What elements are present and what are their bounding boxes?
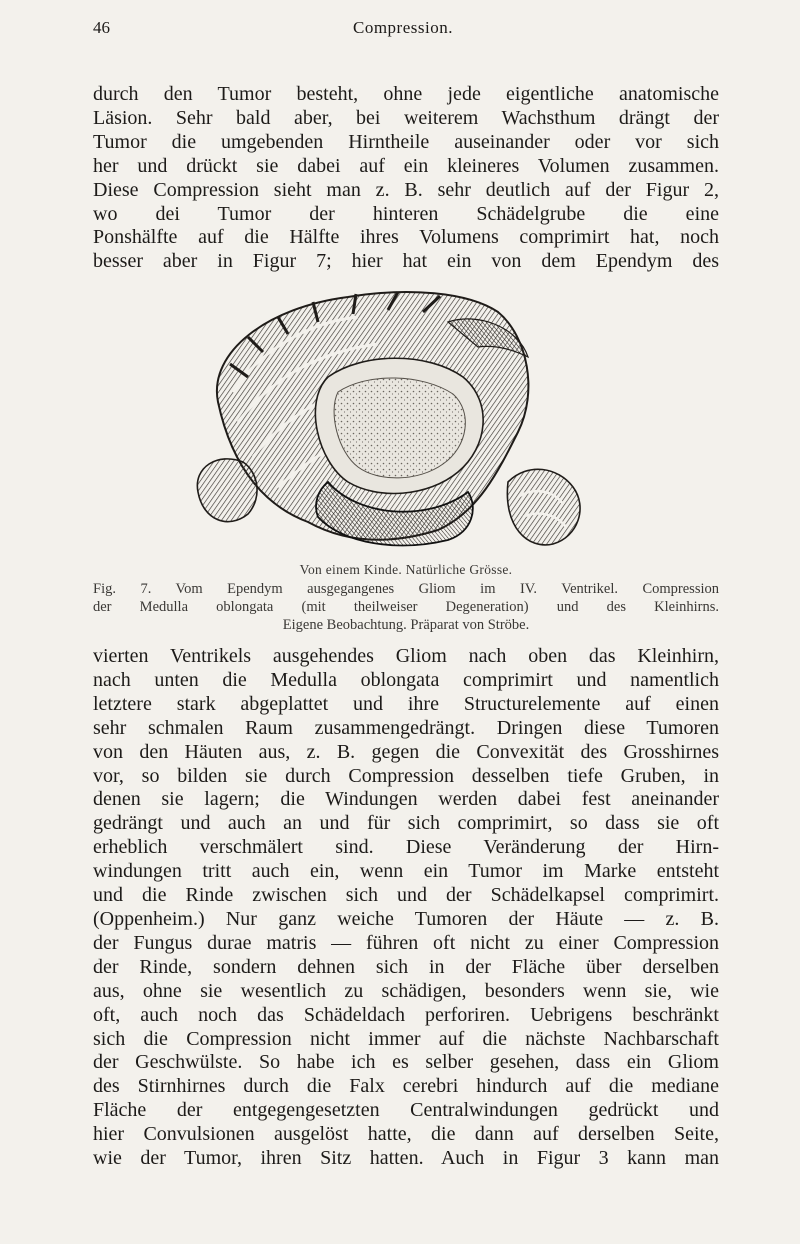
text-line: denen sie lagern; die Windungen werden dabei fest aneinander — [93, 788, 719, 811]
text-line: vor, so bilden sie durch Compression desselben tiefe Gruben, in — [93, 764, 719, 787]
text-line: nach unten die Medulla oblongata comprimirt und namentlich — [93, 668, 719, 691]
text-line: Diese Compression sieht man z. B. sehr deutlich auf der Figur 2, — [93, 178, 719, 201]
text-line: des Stirnhirnes durch die Falx cerebri hindurch auf die mediane — [93, 1075, 719, 1098]
page-number: 46 — [93, 18, 110, 37]
text-line: erheblich verschmälert sind. Diese Veränderung der Hirn- — [93, 836, 719, 859]
text-line: der Rinde, sondern dehnen sich in der Fläche über derselben — [93, 955, 719, 978]
text-line: Ponshälfte auf die Hälfte ihres Volumens comprimirt hat, noch — [93, 226, 719, 249]
caption-line: der Medulla oblongata (mit theilweiser Degeneration) und des Kleinhirns. — [93, 599, 719, 615]
caption-line: Eigene Beobachtung. Präparat von Ströbe. — [282, 617, 530, 633]
text-line: windungen tritt auch ein, wenn ein Tumor im Marke entsteht — [93, 860, 719, 883]
text-line: letztere stark abgeplattet und ihre Structurelemente auf einen — [93, 692, 719, 715]
page-header — [93, 18, 713, 44]
text-line: sehr schmalen Raum zusammengedrängt. Dringen diese Tumoren — [93, 716, 719, 739]
text-line: oft, auch noch das Schädeldach perforiren. Uebrigens beschränkt — [93, 1003, 719, 1026]
text-line: durch den Tumor besteht, ohne jede eigentliche anatomische — [93, 83, 719, 105]
paragraph-2 — [93, 645, 719, 1171]
text-line: aus, ohne sie wesentlich zu schädigen, besonders wenn sie, wie — [93, 979, 719, 1002]
text-line: Läsion. Sehr bald aber, bei weiterem Wachsthum drängt der — [93, 106, 719, 129]
text-line: und die Rinde zwischen sich und der Schädelkapsel comprimirt. — [93, 884, 719, 907]
text-line: Fläche der entgegengesetzten Centralwindungen gedrückt und — [93, 1099, 719, 1122]
caption-line: Fig. 7. Vom Ependym ausgegangenes Gliom im IV. Ventrikel. Compression — [93, 581, 719, 597]
figure-scale-note: Von einem Kinde. Natürliche Grösse. — [299, 562, 513, 577]
text-line: der Geschwülste. So habe ich es selber gesehen, dass ein Gliom — [93, 1051, 719, 1074]
text-line: gedrängt und auch an und für sich comprimirt, so dass sie oft — [93, 812, 719, 835]
text-line: vierten Ventrikels ausgehendes Gliom nach oben das Kleinhirn, — [93, 645, 719, 667]
text-line: her und drückt sie dabei auf ein kleineres Volumen zusammen. — [93, 154, 719, 177]
paragraph-1 — [93, 83, 719, 274]
text-line: hier Convulsionen ausgelöst hatte, die dann auf derselben Seite, — [93, 1123, 719, 1146]
text-line: sich die Compression nicht immer auf die nächste Nachbarschaft — [93, 1027, 719, 1050]
text-line: der Fungus durae matris — führen oft nicht zu einer Compression — [93, 931, 719, 954]
figure-7-illustration — [178, 282, 638, 552]
text-line: wo dei Tumor der hinteren Schädelgrube die eine — [93, 202, 719, 225]
text-line: von den Häuten aus, z. B. gegen die Convexität des Grosshirnes — [93, 740, 719, 763]
brain-section-engraving — [178, 282, 638, 552]
text-line: (Oppenheim.) Nur ganz weiche Tumoren der Häute — z. B. — [93, 907, 719, 930]
text-line: besser aber in Figur 7; hier hat ein von dem Ependym des — [93, 250, 719, 273]
text-line: Tumor die umgebenden Hirntheile auseinander oder vor sich — [93, 130, 719, 153]
figure-caption — [93, 580, 719, 634]
text-line: wie der Tumor, ihren Sitz hatten. Auch in Figur 3 kann man — [93, 1147, 719, 1170]
running-title: Compression. — [353, 18, 453, 37]
